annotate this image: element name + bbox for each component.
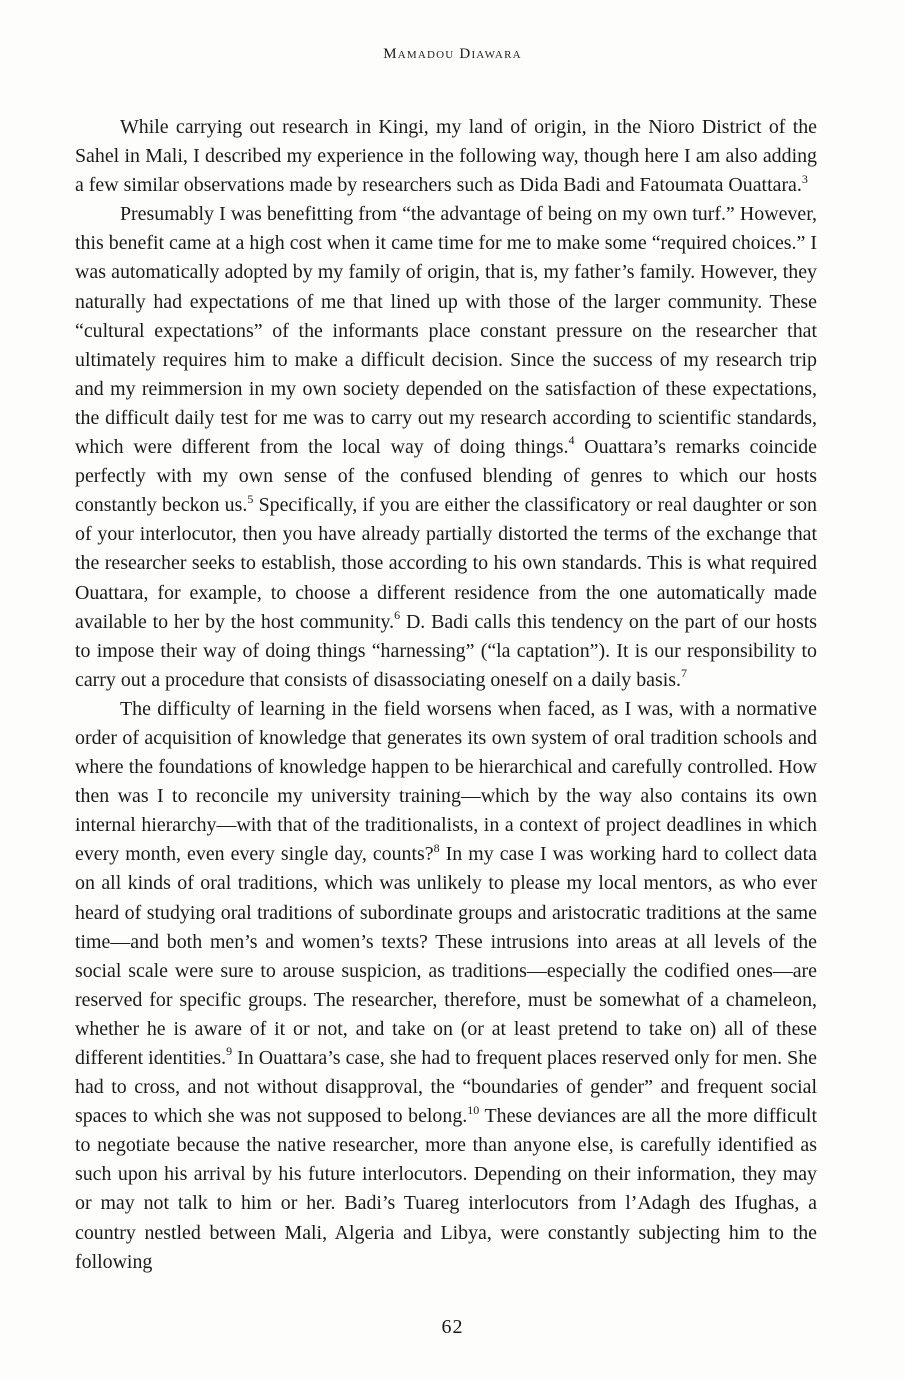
text-run: In my case I was working hard to collect data on all kinds of oral traditions, which was unlikely to please my local mentors, as who ever heard of studying oral traditions of subordinate groups and aristocratic traditions at the same time—and both men’s and women’s texts? These intrusions into areas at all levels of the social scale were sure to arouse suspicion, as traditions—especially the codified ones—are reserved for specific groups. The researcher, therefore, must be somewhat of a chameleon, whether he is aware of it or not, and take on (or at least pretend to take on) all of these different identities. xyxy=(75,843,817,1069)
text-run: In Ouattara’s case, she had to frequent places reserved only for men. She had to cross, and not without disapproval, the “boundaries of gender” and frequent social spaces to which she was not supposed to belong. xyxy=(75,1047,818,1128)
body-text xyxy=(75,113,817,1277)
paragraph xyxy=(75,695,817,1277)
text-run: Specifically, if you are either the classificatory or real daughter or son of your interlocutor, then you have already partially distorted the terms of the exchange that the researcher seeks to establish, those according to his own standards. This is what required Ouattara, for example, to choose a different residence from the one automatically made available to her by the host community. xyxy=(75,494,817,633)
text-run: While carrying out research in Kingi, my land of origin, in the Nioro District of the Sahel in Mali, I described my experience in the following way, though here I am also adding a few similar observations made by researchers such as Dida Badi and Fatoumata Ouattara. xyxy=(75,116,817,197)
text-run: D. Badi calls this tendency on the part of our hosts to impose their way of doing things “harnessing” (“la captation”). It is our responsibility to carry out a procedure that consists of disassociating oneself on a daily basis. xyxy=(75,610,818,691)
page-number: 62 xyxy=(441,1316,464,1338)
paragraph xyxy=(75,200,817,695)
running-head: Mamadou Diawara xyxy=(383,46,522,62)
footnote-marker: 8 xyxy=(433,840,440,855)
text-run: These deviances are all the more difficult to negotiate because the native researcher, more than anyone else, is carefully identified as such upon his arrival by his future interlocutors. Depending on their information, they may or may not talk to him or her. Badi’s Tuareg interlocutors from l’Adagh des Ifughas, a country nestled between Mali, Algeria and Libya, were constantly subjecting him to the following xyxy=(75,1105,817,1273)
text-run: Presumably I was benefitting from “the advantage of being on my own turf.” However, this benefit came at a high cost when it came time for me to make some “required choices.” I was automatically adopted by my family of origin, that is, my father’s family. However, they naturally had expectations of me that lined up with those of the larger community. These “cultural expectations” of the informants place constant pressure on the researcher that ultimately requires him to make a difficult decision. Since the success of my research trip and my reimmersion in my own society depended on the satisfaction of these expectations, the difficult daily test for me was to carry out my research according to scientific standards, which were different from the local way of doing things. xyxy=(75,203,817,459)
paragraph xyxy=(75,113,817,200)
footnote-marker: 9 xyxy=(226,1044,233,1059)
text-run: The difficulty of learning in the field worsens when faced, as I was, with a normative order of acquisition of knowledge that generates its own system of oral tradition schools and where the foundations of knowledge happen to be hierarchical and carefully controlled. How then was I to reconcile my university training—which by the way also contains its own internal hierarchy—with that of the traditionalists, in a context of project deadlines in which every month, even every single day, counts? xyxy=(75,697,817,866)
footnote-marker: 7 xyxy=(680,666,687,681)
footnote-marker: 10 xyxy=(467,1102,480,1117)
footnote-marker: 5 xyxy=(247,491,254,506)
text-run: Ouattara’s remarks coincide perfectly with my own sense of the confused blending of genres to which our hosts constantly beckon us. xyxy=(75,436,818,517)
footnote-marker: 6 xyxy=(394,607,401,622)
footnote-marker: 4 xyxy=(568,433,575,448)
footnote-marker: 3 xyxy=(801,171,808,186)
